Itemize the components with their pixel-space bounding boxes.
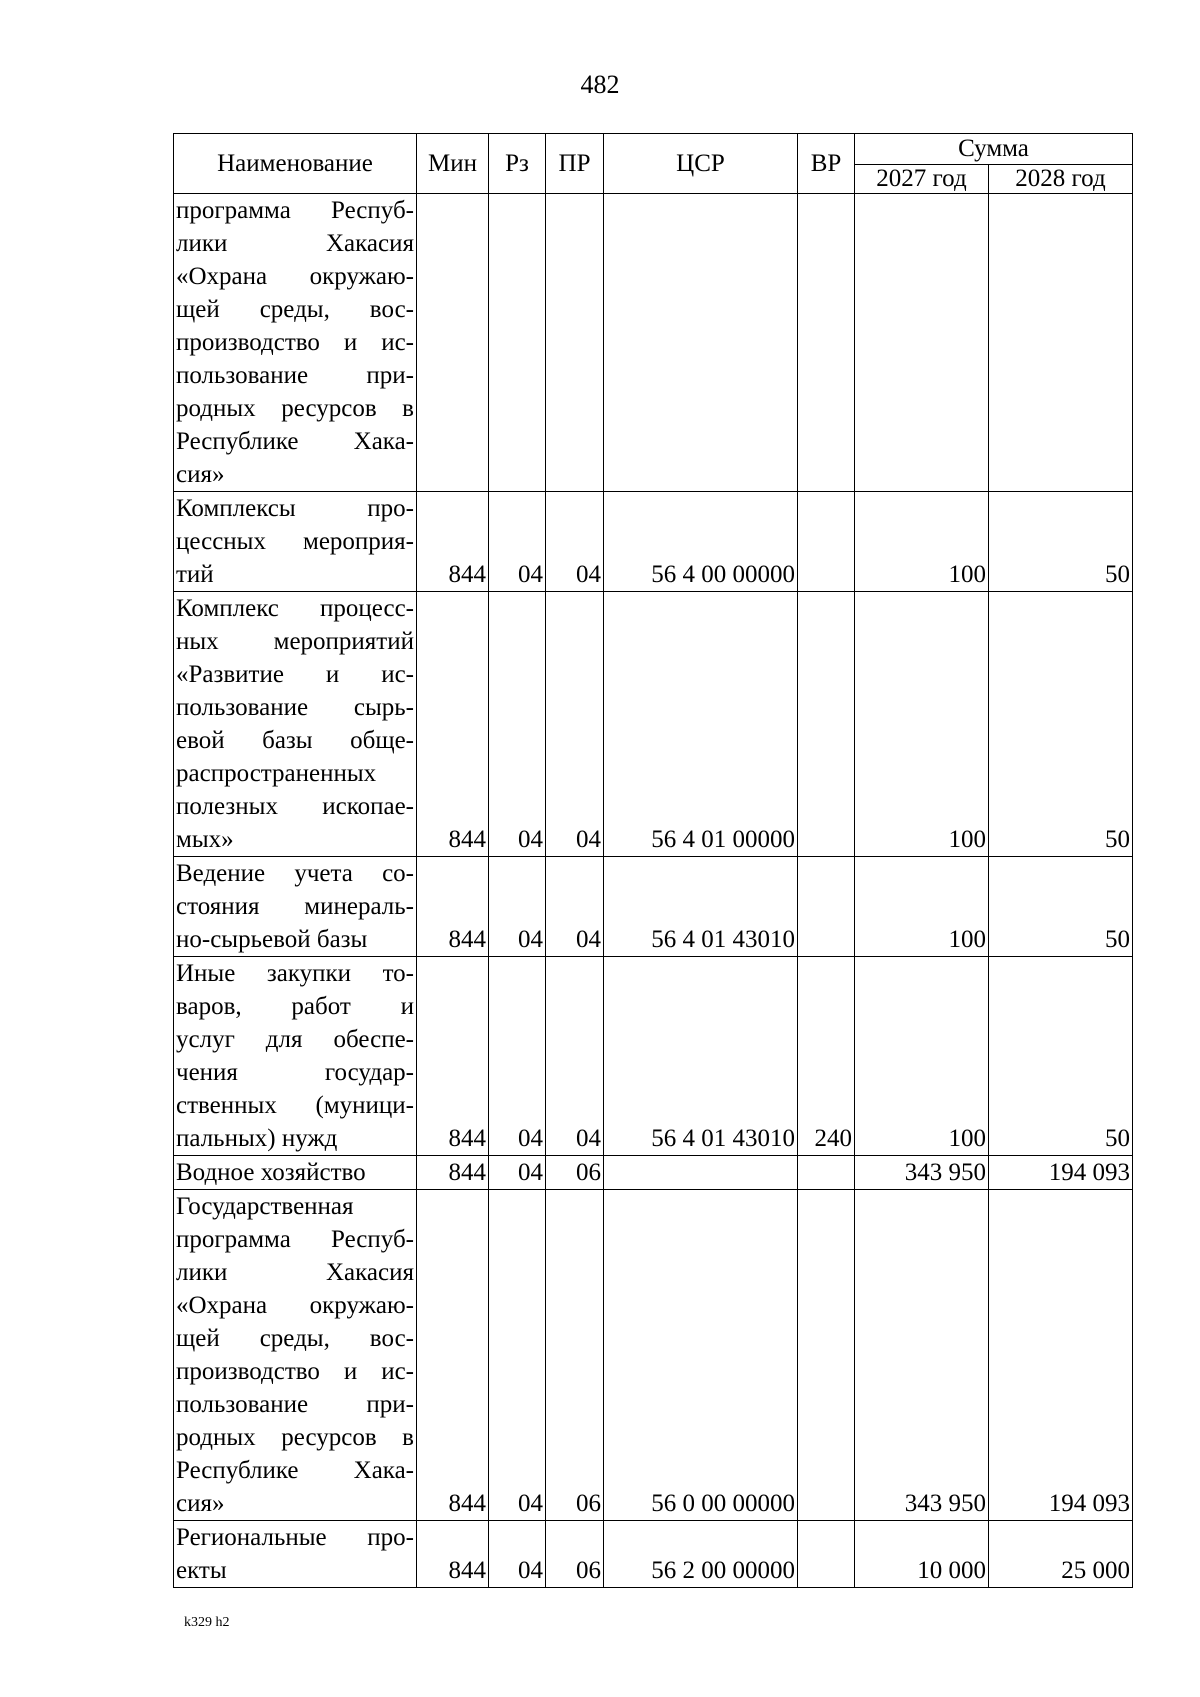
cell-csr: 56 4 01 43010 [604,957,798,1156]
col-header-csr: ЦСР [604,134,798,194]
cell-y2027: 100 [855,857,989,957]
cell-csr [604,194,798,492]
row-name [174,1156,417,1190]
row-name-line: Республике Хака- [176,428,414,455]
table-row [174,492,1133,592]
cell-rz: 04 [489,1190,546,1521]
cell-csr: 56 0 00 00000 [604,1190,798,1521]
cell-min: 844 [417,1521,489,1588]
row-name-line: ных мероприятий [176,628,414,655]
row-name-line: «Охрана окружаю- [176,263,414,290]
cell-y2027: 100 [855,592,989,857]
cell-pr: 06 [546,1156,604,1190]
table-row [174,957,1133,1156]
row-name-line: лики Хакасия [176,1259,414,1286]
table-row [174,1190,1133,1521]
row-name-line: тий [176,561,214,588]
col-header-2028: 2028 год [989,165,1133,194]
row-name [174,857,417,957]
cell-y2028: 50 [989,857,1133,957]
budget-table [173,133,1133,1588]
cell-csr: 56 2 00 00000 [604,1521,798,1588]
row-name-line: услуг для обеспе- [176,1026,414,1053]
row-name-line: но-сырьевой базы [176,926,368,953]
table-row [174,592,1133,857]
cell-vr [798,857,855,957]
cell-y2027: 343 950 [855,1156,989,1190]
cell-min [417,194,489,492]
row-name [174,592,417,857]
cell-rz: 04 [489,492,546,592]
footer-code: k329 h2 [184,1615,230,1630]
row-name-line: Водное хозяйство [176,1159,366,1186]
row-name-line: Ведение учета со- [176,860,414,887]
cell-pr: 06 [546,1521,604,1588]
row-name-line: сия» [176,1490,225,1517]
cell-y2027: 343 950 [855,1190,989,1521]
col-header-pr: ПР [546,134,604,194]
row-name-line: производство и ис- [176,1358,414,1385]
row-name-line: пользование сырь- [176,694,414,721]
cell-pr: 04 [546,957,604,1156]
row-name-line: полезных ископае- [176,793,414,820]
row-name-line: щей среды, вос- [176,1325,414,1352]
cell-y2028 [989,194,1133,492]
cell-y2027: 10 000 [855,1521,989,1588]
row-name-line: программа Респуб- [176,197,414,224]
cell-rz: 04 [489,1521,546,1588]
cell-vr: 240 [798,957,855,1156]
col-header-vr: ВР [798,134,855,194]
row-name-line: пользование при- [176,1391,414,1418]
cell-y2028: 50 [989,492,1133,592]
row-name-line: Комплексы про- [176,495,414,522]
table-row [174,1156,1133,1190]
cell-csr: 56 4 01 43010 [604,857,798,957]
cell-rz: 04 [489,592,546,857]
cell-y2028: 50 [989,592,1133,857]
cell-csr: 56 4 00 00000 [604,492,798,592]
row-name-line: родных ресурсов в [176,1424,414,1451]
cell-min: 844 [417,592,489,857]
row-name-line: Государственная [176,1193,354,1220]
row-name [174,194,417,492]
row-name-line: распространенных [176,760,377,787]
row-name [174,1190,417,1521]
table-body [174,194,1133,1588]
col-header-min: Мин [417,134,489,194]
cell-min: 844 [417,1156,489,1190]
row-name-line: варов, работ и [176,993,414,1020]
cell-csr [604,1156,798,1190]
cell-pr: 04 [546,857,604,957]
cell-min: 844 [417,492,489,592]
row-name-line: родных ресурсов в [176,395,414,422]
row-name-line: стояния минераль- [176,893,414,920]
cell-vr [798,1521,855,1588]
row-name-line: мых» [176,826,234,853]
row-name-line: программа Респуб- [176,1226,414,1253]
row-name-line: щей среды, вос- [176,296,414,323]
cell-pr: 04 [546,592,604,857]
cell-y2028: 194 093 [989,1156,1133,1190]
row-name-line: сия» [176,461,225,488]
cell-rz [489,194,546,492]
row-name-line: пальных) нужд [176,1125,338,1152]
cell-rz: 04 [489,957,546,1156]
cell-vr [798,492,855,592]
cell-rz: 04 [489,1156,546,1190]
row-name-line: производство и ис- [176,329,414,356]
cell-min: 844 [417,857,489,957]
cell-pr [546,194,604,492]
cell-min: 844 [417,957,489,1156]
cell-y2028: 25 000 [989,1521,1133,1588]
row-name-line: Иные закупки то- [176,960,414,987]
cell-y2028: 50 [989,957,1133,1156]
row-name-line: цессных мероприя- [176,528,414,555]
col-header-rz: Рз [489,134,546,194]
row-name-line: лики Хакасия [176,230,414,257]
cell-vr [798,1190,855,1521]
table-row [174,857,1133,957]
cell-vr [798,1156,855,1190]
cell-pr: 06 [546,1190,604,1521]
cell-min: 844 [417,1190,489,1521]
page-number: 482 [580,70,620,99]
row-name [174,1521,417,1588]
cell-y2027 [855,194,989,492]
cell-csr: 56 4 01 00000 [604,592,798,857]
col-header-sum: Сумма [855,134,1133,165]
row-name-line: екты [176,1557,227,1584]
row-name [174,492,417,592]
row-name-line: Региональные про- [176,1524,414,1551]
row-name-line: евой базы обще- [176,727,414,754]
row-name-line: «Охрана окружаю- [176,1292,414,1319]
row-name-line: Республике Хака- [176,1457,414,1484]
cell-y2027: 100 [855,492,989,592]
row-name-line: ственных (муници- [176,1092,414,1119]
col-header-name: Наименование [174,134,417,194]
cell-y2027: 100 [855,957,989,1156]
row-name-line: «Развитие и ис- [176,661,414,688]
cell-pr: 04 [546,492,604,592]
row-name [174,957,417,1156]
col-header-2027: 2027 год [855,165,989,194]
cell-vr [798,592,855,857]
row-name-line: чения государ- [176,1059,414,1086]
row-name-line: Комплекс процесс- [176,595,414,622]
table-row [174,194,1133,492]
cell-vr [798,194,855,492]
cell-rz: 04 [489,857,546,957]
cell-y2028: 194 093 [989,1190,1133,1521]
row-name-line: пользование при- [176,362,414,389]
table-row [174,1521,1133,1588]
